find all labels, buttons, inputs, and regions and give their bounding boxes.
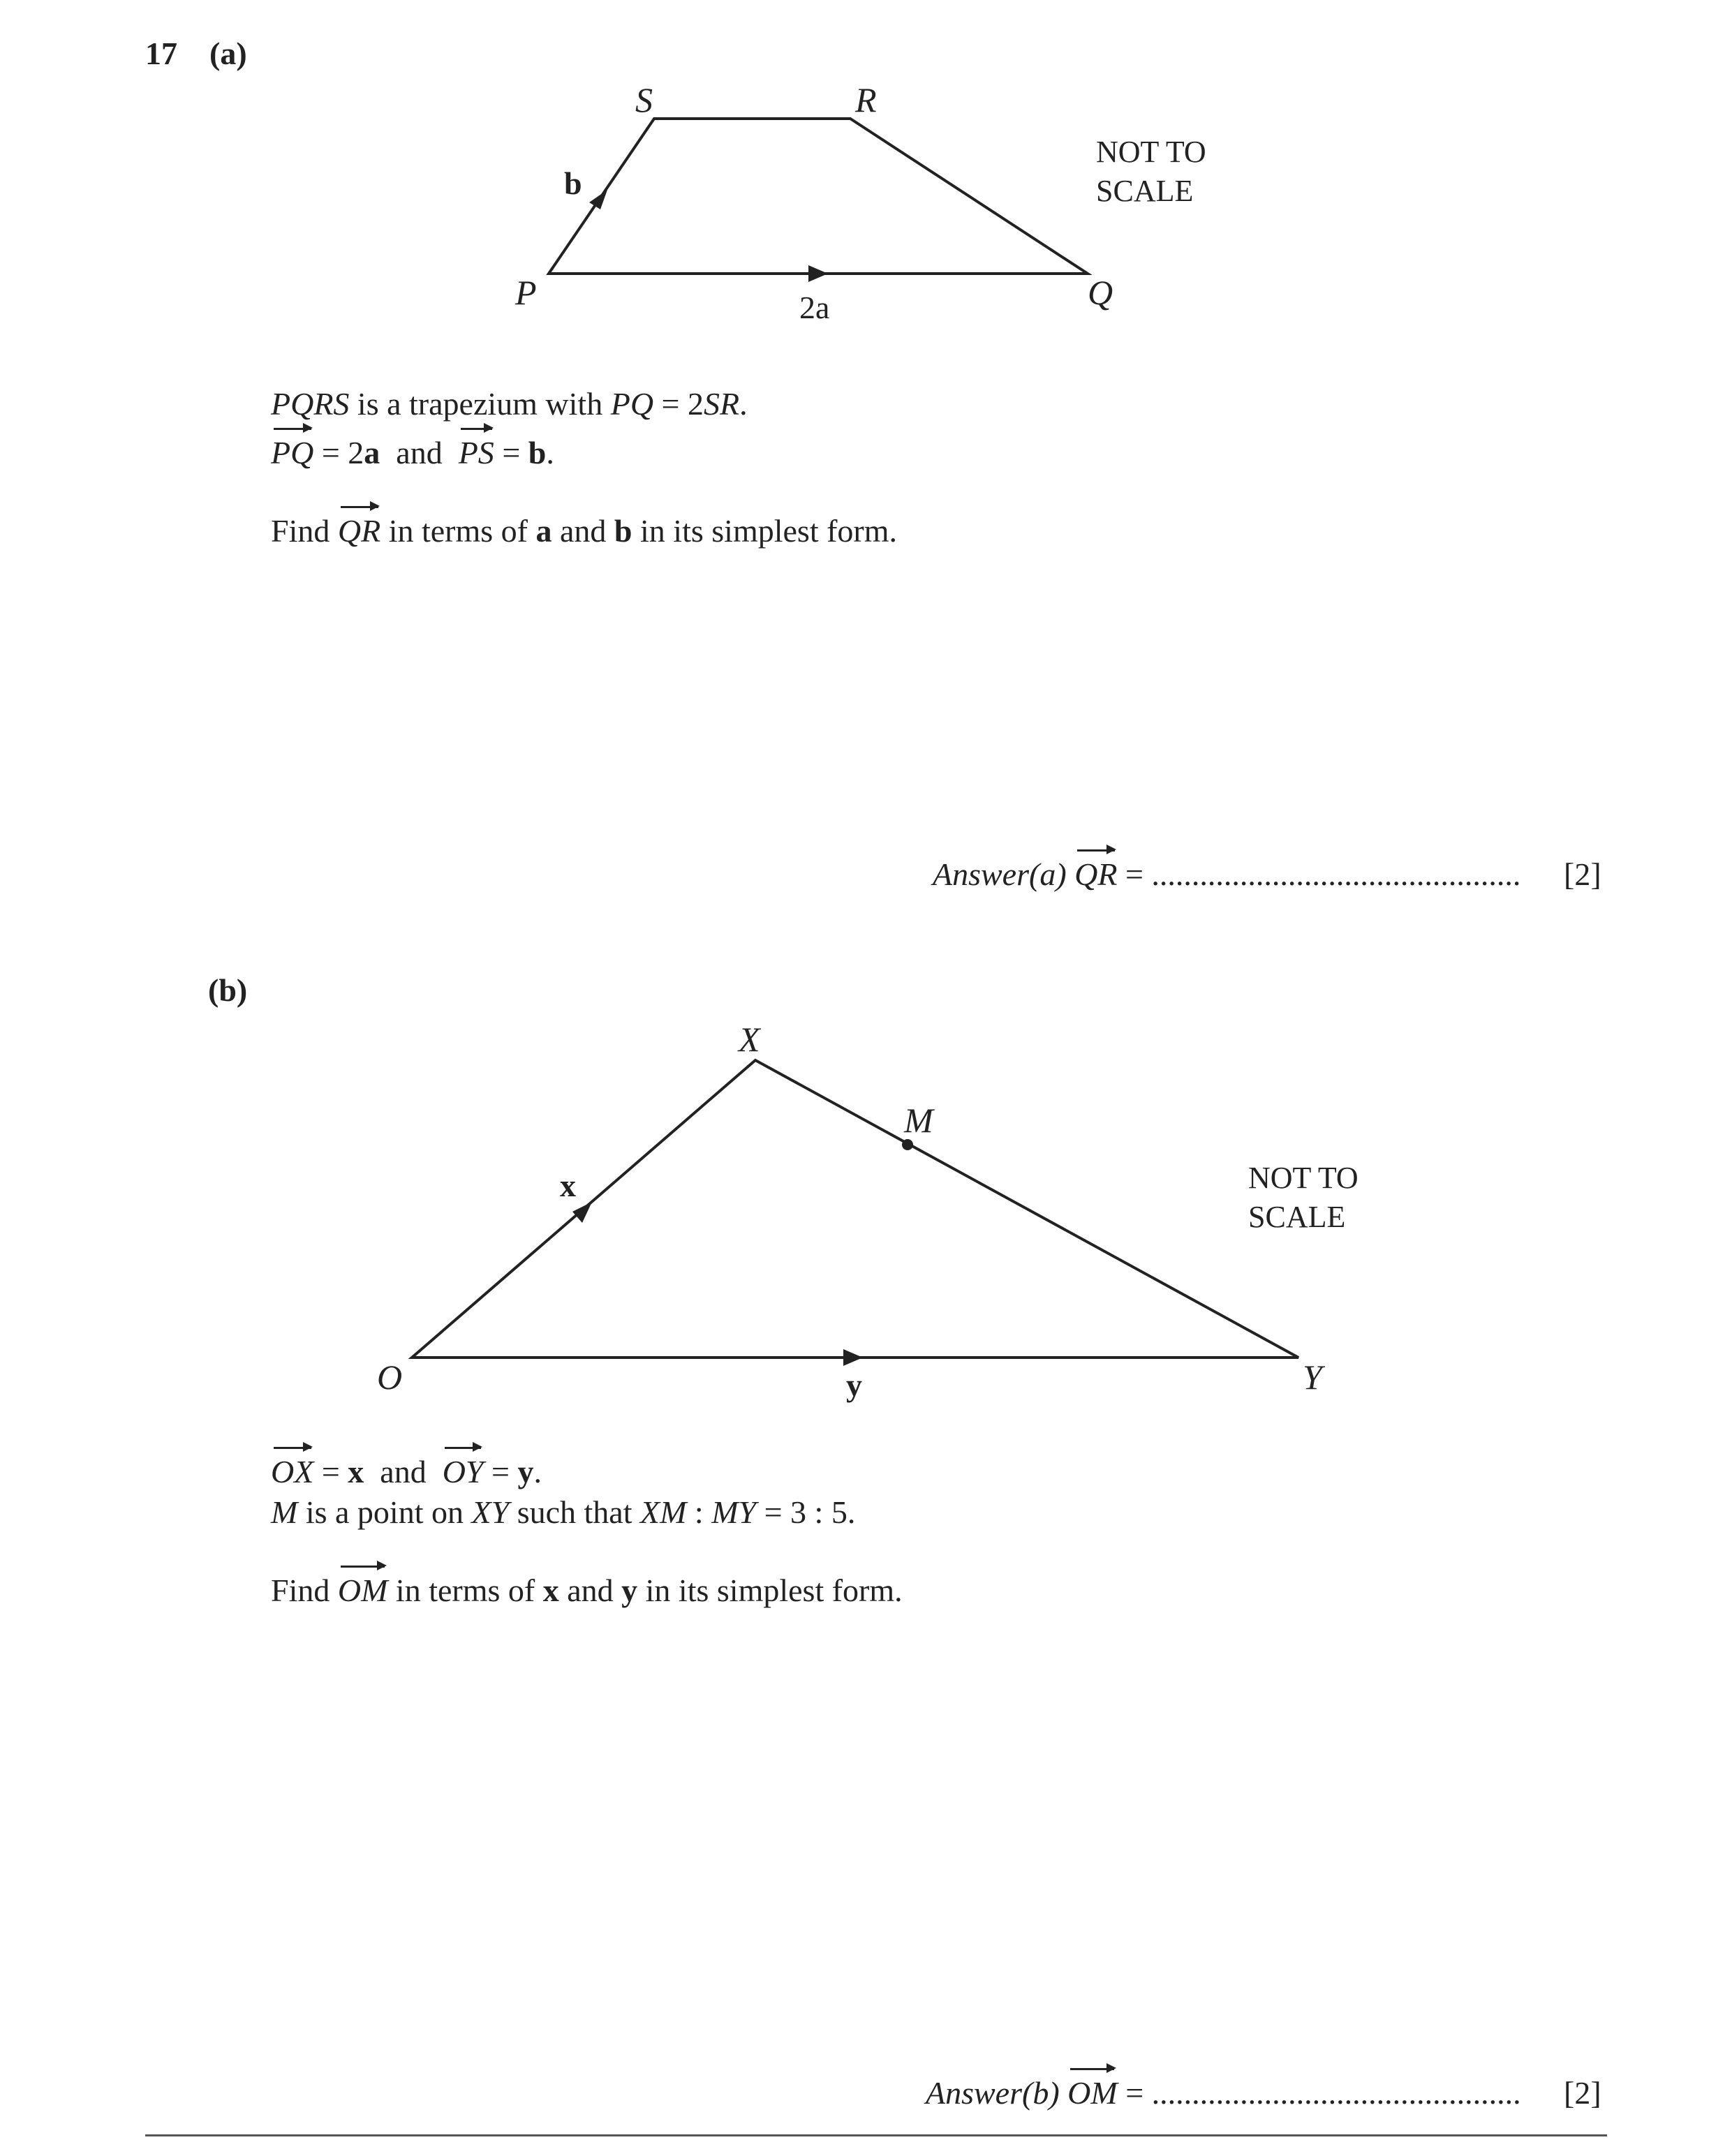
page-bottom-rule [145, 2134, 1607, 2136]
part-a-label: (a) [209, 36, 247, 71]
arrow-pq [808, 265, 828, 282]
vertex-y: Y [1303, 1358, 1322, 1397]
triangle-outline [412, 1060, 1298, 1358]
not-to-scale-a-2: SCALE [1096, 174, 1194, 208]
part-b-question: Find OM in terms of x and y in its simplest form. [271, 1573, 903, 1608]
part-a-question: Find QR in terms of a and b in its simplest form. [271, 513, 898, 549]
vector-ps: PS [458, 435, 494, 470]
arrow-oy [843, 1349, 863, 1366]
answer-b-vector: OM [1067, 2075, 1118, 2111]
vector-pq: PQ [271, 435, 314, 470]
not-to-scale-b-1: NOT TO [1248, 1161, 1359, 1195]
part-b-line1: OX = x and OY = y. [271, 1454, 542, 1489]
trapezium-name: PQRS [271, 386, 350, 422]
label-2a: 2a [799, 290, 830, 325]
answer-a-vector: QR [1074, 856, 1118, 892]
marks-b: [2] [1564, 2075, 1601, 2111]
vertex-x: X [739, 1020, 760, 1059]
vertex-r: R [855, 80, 877, 119]
answer-a: Answer(a) QR = .............................................. [933, 856, 1521, 892]
not-to-scale-b-2: SCALE [1248, 1200, 1346, 1234]
vector-om: OM [337, 1573, 388, 1608]
vertex-o: O [377, 1358, 403, 1397]
part-b-label: (b) [208, 972, 248, 1008]
part-a-line1: PQRS is a trapezium with PQ = 2SR. [271, 386, 748, 422]
marks-a: [2] [1564, 856, 1601, 892]
answer-b-field[interactable]: .............................................. [1151, 2075, 1521, 2111]
part-b-line2: M is a point on XY such that XM : MY = 3 : 5. [271, 1494, 856, 1530]
vertex-s: S [635, 80, 653, 119]
point-m [902, 1139, 913, 1150]
arrow-ox [572, 1202, 592, 1223]
vector-oy: OY [442, 1454, 484, 1489]
answer-a-field[interactable]: .............................................. [1151, 856, 1521, 892]
answer-b: Answer(b) OM = .............................................. [926, 2075, 1521, 2111]
part-a-line2: PQ = 2a and PS = b. [271, 435, 554, 470]
label-x: x [560, 1168, 576, 1203]
vector-qr: QR [337, 513, 381, 549]
vector-ox: OX [271, 1454, 314, 1489]
vertex-q: Q [1088, 273, 1113, 312]
vertex-p: P [515, 273, 537, 312]
arrow-ps [589, 190, 607, 209]
label-b: b [564, 165, 582, 201]
trapezium-outline [549, 119, 1088, 274]
not-to-scale-a-1: NOT TO [1096, 135, 1206, 169]
question-number: 17 [145, 36, 177, 71]
vertex-m: M [904, 1101, 933, 1140]
label-y: y [846, 1367, 862, 1403]
